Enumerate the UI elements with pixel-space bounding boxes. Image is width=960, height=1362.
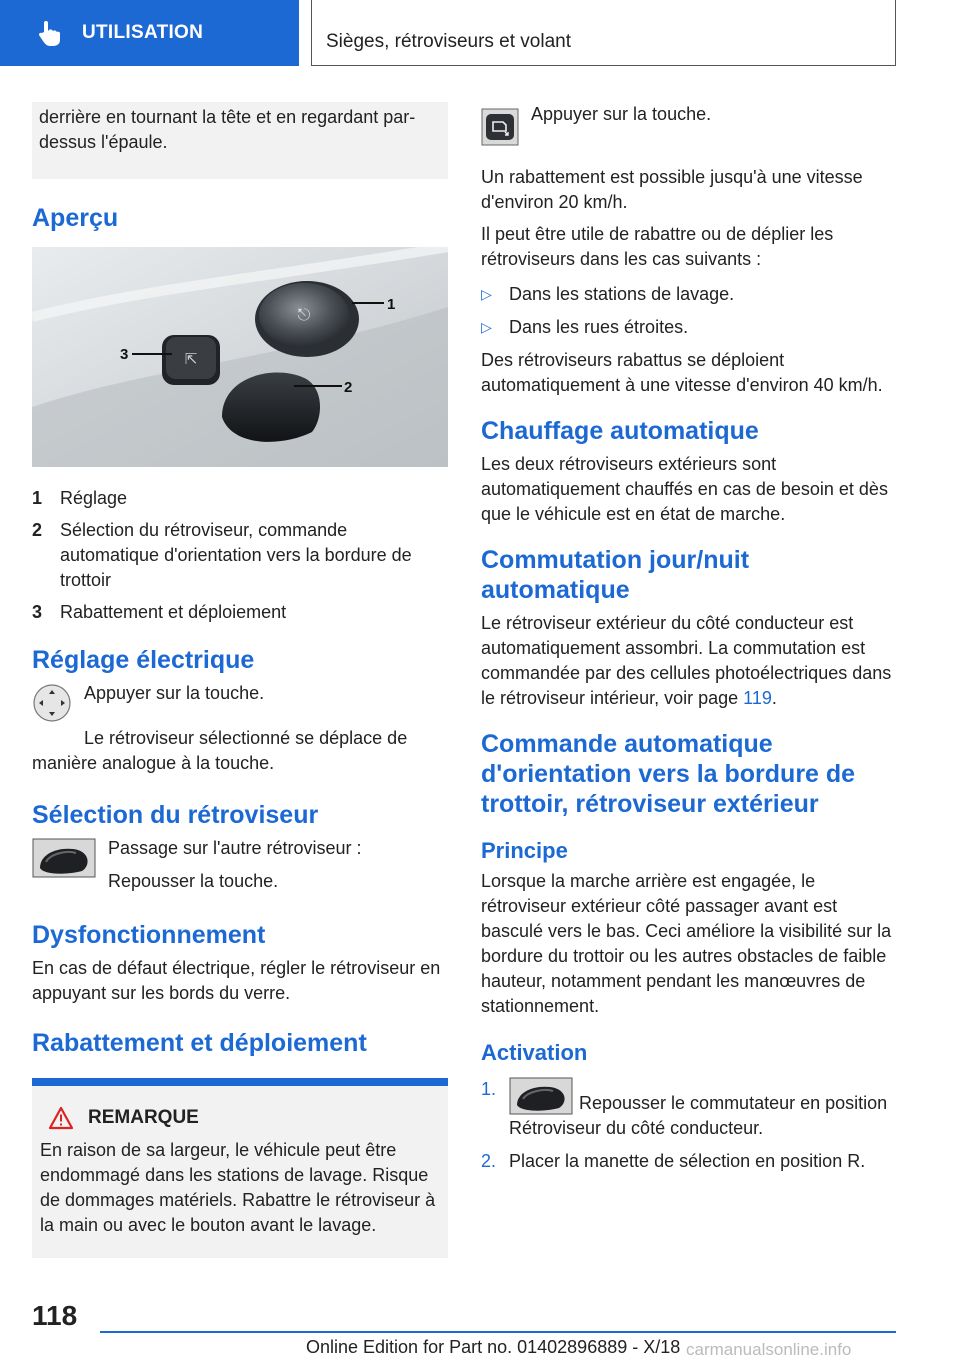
step-number: 1. xyxy=(481,1079,497,1099)
svg-text:⎋: ⎋ xyxy=(297,305,311,324)
principe-text: Lorsque la marche arrière est engagée, le rétroviseur extérieur côté passager avant est basculé vers le bas. Ceci améliore la visibilité sur la bordure du trottoir ou les autres obstacles de faible hauteur, notamment pendant les manœuvres de stationnement. xyxy=(481,871,892,1016)
photo-legend xyxy=(32,486,448,625)
page-number: 118 xyxy=(32,1300,78,1331)
mirror-selector-icon xyxy=(32,838,96,883)
legend-text: Rabattement et déploiement xyxy=(60,602,287,622)
photo-label-3: 3 xyxy=(120,346,129,363)
chauffage-text: Les deux rétroviseurs extérieurs sont automatiquement chauffés en cas de besoin et dès que le véhicule est en état de marche. xyxy=(481,454,888,524)
heading-chauffage: Chauffage automatique xyxy=(481,417,759,445)
list-item xyxy=(481,1149,899,1174)
list-item xyxy=(481,1077,899,1141)
dysf-text: En cas de défaut électrique, régler le rétroviseur en appuyant sur les bords du verre. xyxy=(32,958,441,1003)
legend-number: 2 xyxy=(32,520,43,540)
heading-rabattement: Rabattement et déploiement xyxy=(32,1029,367,1057)
heading-apercu: Aperçu xyxy=(32,204,119,232)
fold-instruction xyxy=(481,102,899,151)
section-title: UTILISATION xyxy=(82,22,204,43)
legend-item xyxy=(32,600,448,625)
four-way-button-icon xyxy=(32,683,72,728)
heading-principe: Principe xyxy=(481,838,568,863)
left-column xyxy=(32,102,448,1258)
mirror-controls-photo xyxy=(32,247,448,467)
legend-number: 3 xyxy=(32,602,43,622)
unfold-auto: Des rétroviseurs rabattus se déploient automatiquement à une vitesse d'environ 40 km/h. xyxy=(481,350,883,395)
edition-info: Online Edition for Part no. 01402896889 - X/18 xyxy=(306,1337,681,1357)
step-number: 2. xyxy=(481,1151,497,1171)
hand-pointer-icon xyxy=(30,13,70,53)
heading-commutation: Commutation jour/nuit automatique xyxy=(481,546,750,604)
reglage-instruction xyxy=(32,681,448,728)
triangle-bullet-icon: ▷ xyxy=(481,286,492,302)
selection-line-2: Repousser la touche. xyxy=(108,871,279,891)
fold-cases-list xyxy=(481,282,899,340)
legend-item xyxy=(32,518,448,593)
warning-box xyxy=(32,1086,448,1258)
reglage-line-2: Le rétroviseur sélectionné se déplace de manière analogue à la touche. xyxy=(32,728,408,773)
legend-item xyxy=(32,486,448,511)
heading-activation: Activation xyxy=(481,1040,588,1065)
fold-useful: Il peut être utile de rabattre ou de déplier les rétroviseurs dans les cas suivants : xyxy=(481,224,834,269)
heading-dysfonctionnement: Dysfonctionnement xyxy=(32,921,266,949)
warning-triangle-icon xyxy=(48,1106,74,1130)
list-item: ▷ Dans les rues étroites. xyxy=(481,315,899,340)
header-chapter-box xyxy=(311,0,896,66)
fold-line: Appuyer sur la touche. xyxy=(531,104,712,124)
chapter-title: Sièges, rétroviseurs et volant xyxy=(326,31,572,52)
intro-box: derrière en tournant la tête et en regardant par-dessus l'épaule. xyxy=(32,102,448,179)
svg-text:⇱: ⇱ xyxy=(184,350,198,368)
step-text: Placer la manette de sélection en position R. xyxy=(509,1151,866,1171)
heading-commande: Commande automatique d'orientation vers la bordure de trottoir, rétroviseur extérieur xyxy=(481,730,856,818)
fold-speed: Un rabattement est possible jusqu'à une vitesse d'environ 20 km/h. xyxy=(481,167,863,212)
warning-text: En raison de sa largeur, le véhicule peut être endommagé dans les stations de lavage. Risque de dommages matériels. Rabattre le rétroviseur à la main ou avec le bouton avant le lavage. xyxy=(40,1140,436,1235)
watermark: carmanualsonline.info xyxy=(686,1340,852,1359)
footer-divider xyxy=(100,1331,896,1333)
selection-line-1: Passage sur l'autre rétroviseur : xyxy=(108,838,362,858)
fold-mirror-button-icon xyxy=(481,108,519,151)
warning-bar xyxy=(32,1078,448,1086)
page-link[interactable]: 119 xyxy=(743,688,772,708)
list-item: ▷ Dans les stations de lavage. xyxy=(481,282,899,307)
reglage-line-1: Appuyer sur la touche. xyxy=(84,683,265,703)
heading-selection: Sélection du rétroviseur xyxy=(32,801,319,829)
right-column xyxy=(481,102,899,1182)
legend-number: 1 xyxy=(32,488,43,508)
header-section-tab xyxy=(0,0,299,66)
step-text: Repousser le commutateur en position Rétroviseur du côté conducteur. xyxy=(509,1093,888,1138)
photo-label-1: 1 xyxy=(387,296,396,313)
activation-steps xyxy=(481,1077,899,1174)
warning-title: REMARQUE xyxy=(88,1107,199,1128)
photo-label-2: 2 xyxy=(344,379,353,396)
commutation-text: Le rétroviseur extérieur du côté conducteur est automatiquement assombri. La commutation est commandée par des cellules photoélectriques dans le rétroviseur intérieur, voir page 119. xyxy=(481,613,892,708)
mirror-selector-icon xyxy=(509,1077,573,1115)
legend-text: Sélection du rétroviseur, commande automatique d'orientation vers la bordure de trottoir xyxy=(60,520,412,590)
legend-text: Réglage xyxy=(60,488,128,508)
heading-reglage: Réglage électrique xyxy=(32,646,255,674)
selection-instruction xyxy=(32,836,448,894)
triangle-bullet-icon: ▷ xyxy=(481,319,492,335)
